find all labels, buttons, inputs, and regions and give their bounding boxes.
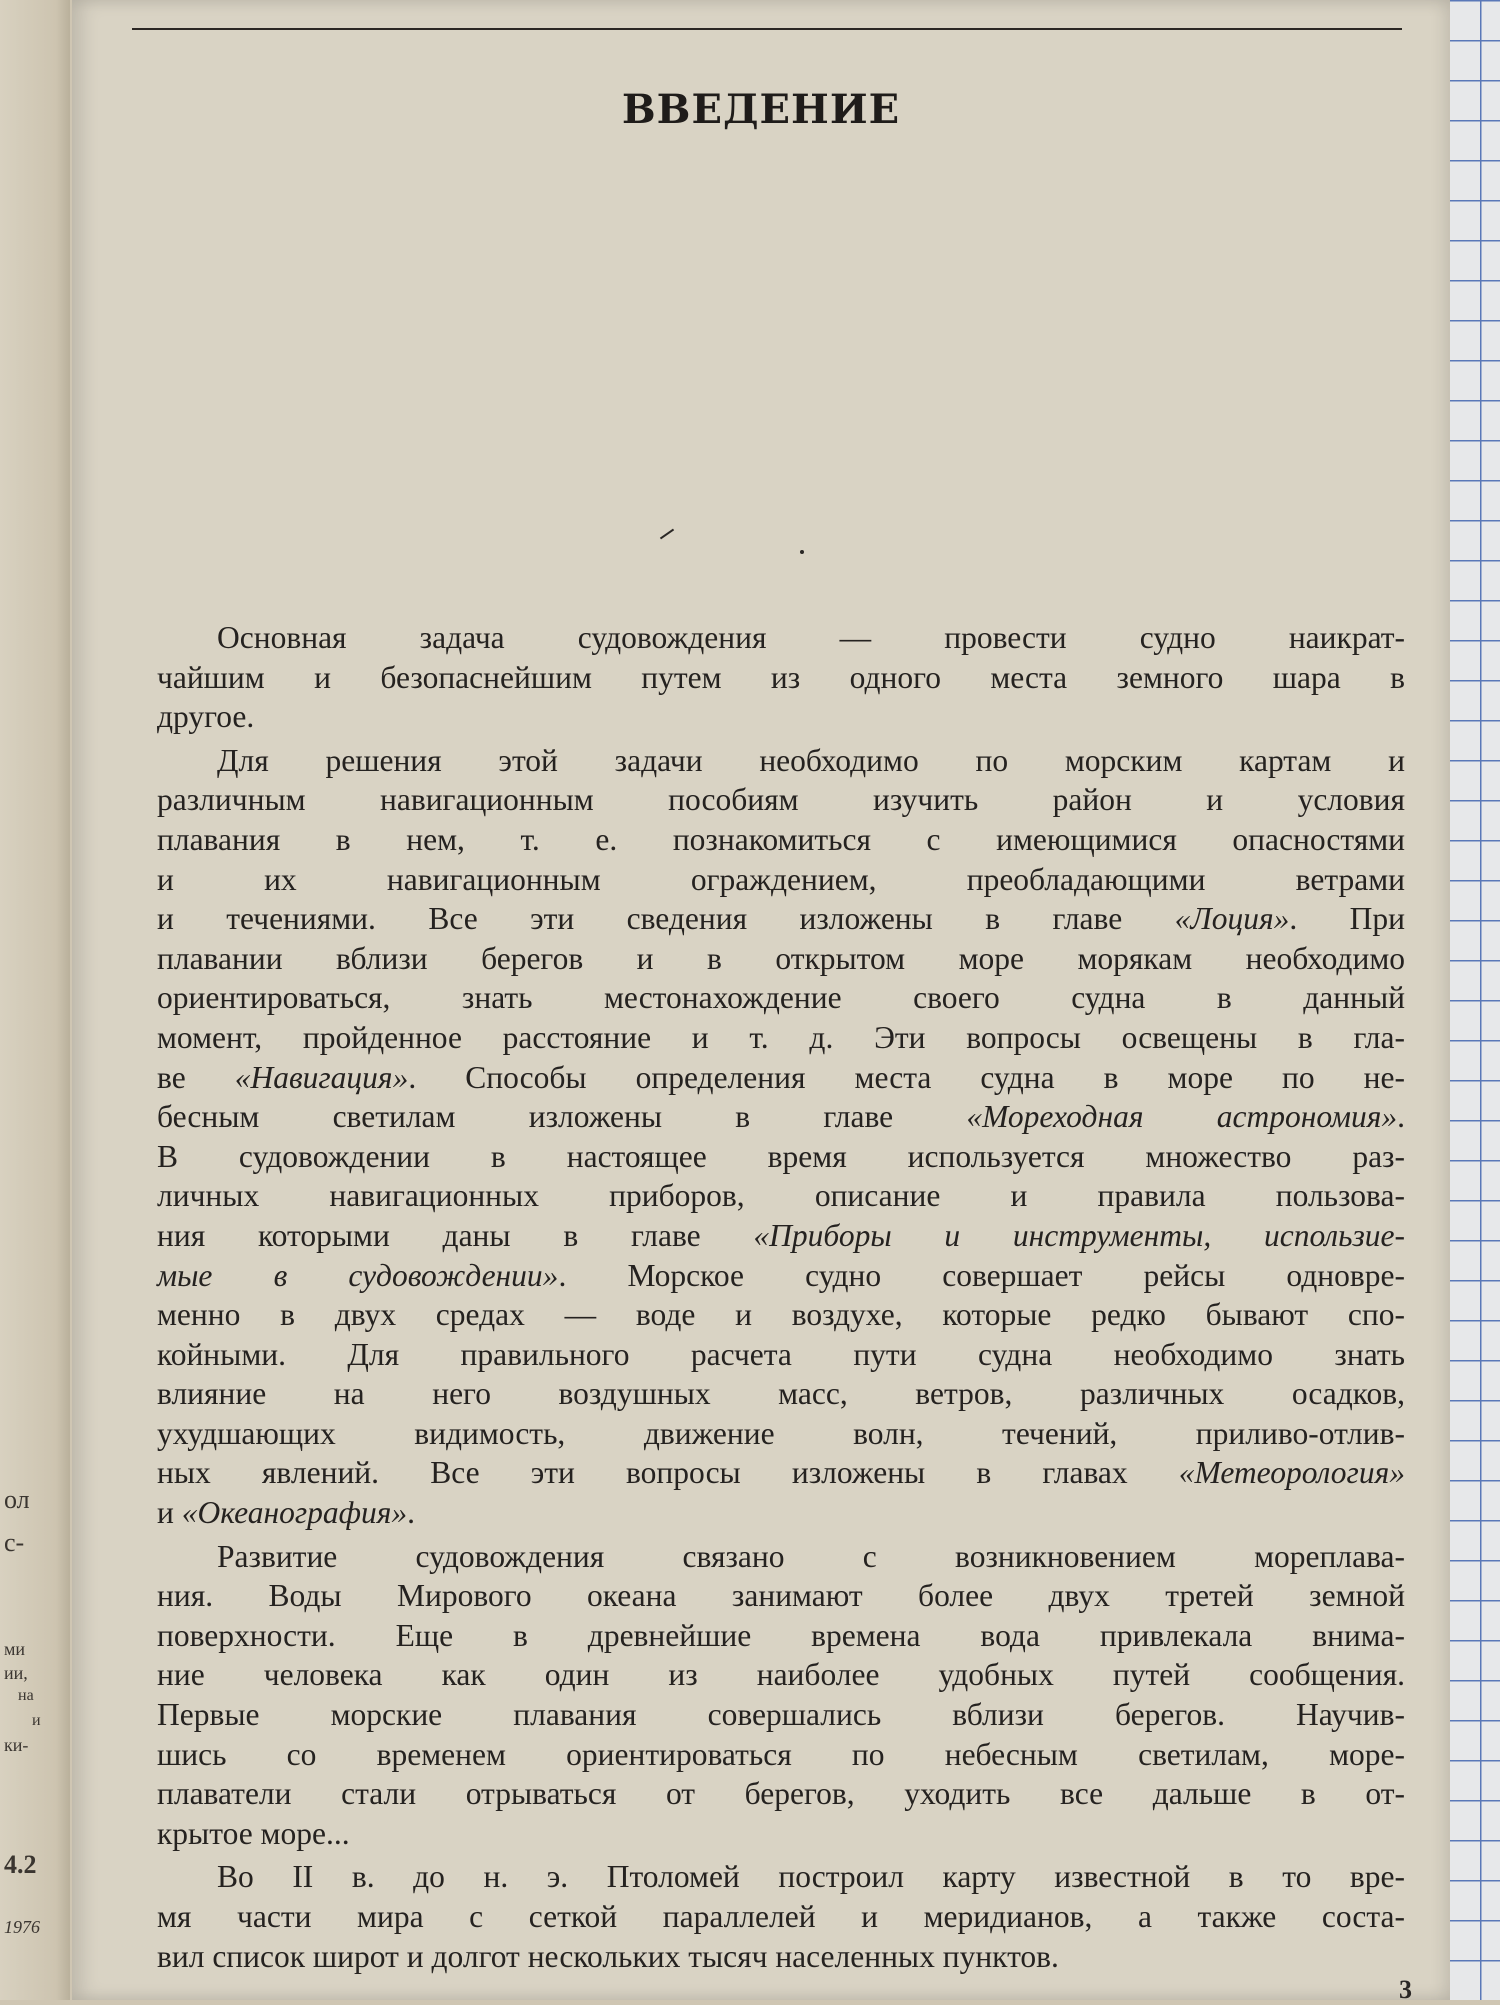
text-line: ние человека как один из наиболее удобных путей сообщения. <box>157 1657 1405 1693</box>
prev-page-fragment: на <box>18 1687 34 1704</box>
chapter-heading: ВВЕДЕНИЕ <box>621 86 901 133</box>
prev-page-fragment: с- <box>4 1528 25 1557</box>
text-line: момент, пройденное расстояние и т. д. Эти вопросы освещены в гла- <box>157 1019 1405 1055</box>
previous-page-edge <box>0 0 70 2000</box>
prev-page-fragment: ол <box>4 1485 30 1514</box>
paragraph <box>157 741 1405 1533</box>
prev-page-fragment: и <box>32 1712 41 1729</box>
print-speck <box>800 550 804 554</box>
text-line: и «Океанография». <box>157 1495 416 1531</box>
page-number: 3 <box>1399 1975 1412 2004</box>
prev-page-fragment: ки- <box>4 1735 29 1755</box>
paragraph <box>157 618 1405 737</box>
text-line: Для решения этой задачи необходимо по морским картам и <box>217 742 1405 778</box>
paragraph <box>157 1857 1405 1976</box>
text-line: Развитие судовождения связано с возникновением мореплава- <box>217 1538 1405 1574</box>
text-line: менно в двух средах — воде и воздухе, которые редко бывают спо- <box>157 1297 1405 1333</box>
text-line: и течениями. Все эти сведения изложены в главе «Лоция». При <box>157 901 1405 937</box>
text-line: койными. Для правильного расчета пути судна необходимо знать <box>157 1336 1405 1372</box>
text-line: Основная задача судовождения — провести судно наикрат- <box>217 620 1405 655</box>
print-speck <box>660 529 674 540</box>
text-line: поверхности. Еще в древнейшие времена вода привлекала внима- <box>157 1617 1405 1653</box>
text-line: различным навигационным пособиям изучить район и условия <box>157 782 1405 818</box>
text-line: мые в судовождении». Морское судно совершает рейсы одновре- <box>157 1257 1405 1293</box>
text-line: Первые морские плавания совершались вблизи берегов. Научив- <box>157 1697 1405 1733</box>
text-line: шись со временем ориентироваться по небесным светилам, море- <box>157 1736 1405 1772</box>
text-line: личных навигационных приборов, описание и правила пользова- <box>157 1178 1405 1214</box>
text-line: ния. Воды Мирового океана занимают более двух третей земной <box>157 1578 1405 1614</box>
text-line: В судовождении в настоящее время используется множество раз- <box>157 1138 1405 1174</box>
prev-page-fragment: 4.2 <box>4 1850 37 1879</box>
prev-page-fragment: ми <box>4 1639 26 1659</box>
text-line: влияние на него воздушных масс, ветров, различных осадков, <box>157 1376 1405 1412</box>
prev-page-fragment: 1976 <box>4 1917 40 1937</box>
text-line: мя части мира с сеткой параллелей и меридианов, а также соста- <box>157 1899 1405 1934</box>
header-rule <box>132 28 1402 30</box>
text-line: ных явлений. Все эти вопросы изложены в главах «Метеорология» <box>157 1455 1405 1491</box>
book-page <box>72 0 1450 2004</box>
text-line: ориентироваться, знать местонахождение своего судна в данный <box>157 980 1405 1016</box>
text-line: чайшим и безопаснейшим путем из одного места земного шара в <box>157 659 1405 695</box>
body-text <box>157 618 1405 1980</box>
text-line: вил список широт и долгот нескольких тысяч населенных пунктов. <box>157 1938 1059 1974</box>
text-line: плаватели стали отрываться от берегов, уходить все дальше в от- <box>157 1776 1405 1812</box>
text-line: Во II в. до н. э. Птоломей построил карту известной в то вре- <box>217 1859 1405 1895</box>
text-line: плавания в нем, т. е. познакомиться с имеющимися опасностями <box>157 821 1405 857</box>
text-line: плавании вблизи берегов и в открытом море морякам необходимо <box>157 940 1405 976</box>
paragraph <box>157 1537 1405 1854</box>
text-line: ве «Навигация». Способы определения места судна в море по не- <box>157 1059 1405 1095</box>
text-line: бесным светилам изложены в главе «Мореходная астрономия». <box>157 1099 1405 1135</box>
text-line: ния которыми даны в главе «Приборы и инструменты, использue- <box>157 1217 1405 1253</box>
text-line: и их навигационным ограждением, преобладающими ветрами <box>157 861 1405 897</box>
text-line: ухудшающих видимость, движение волн, течений, приливо-отлив- <box>157 1415 1405 1451</box>
text-line: другое. <box>157 699 255 735</box>
text-line: крытое море... <box>157 1815 350 1851</box>
prev-page-fragment: ии, <box>4 1663 28 1683</box>
